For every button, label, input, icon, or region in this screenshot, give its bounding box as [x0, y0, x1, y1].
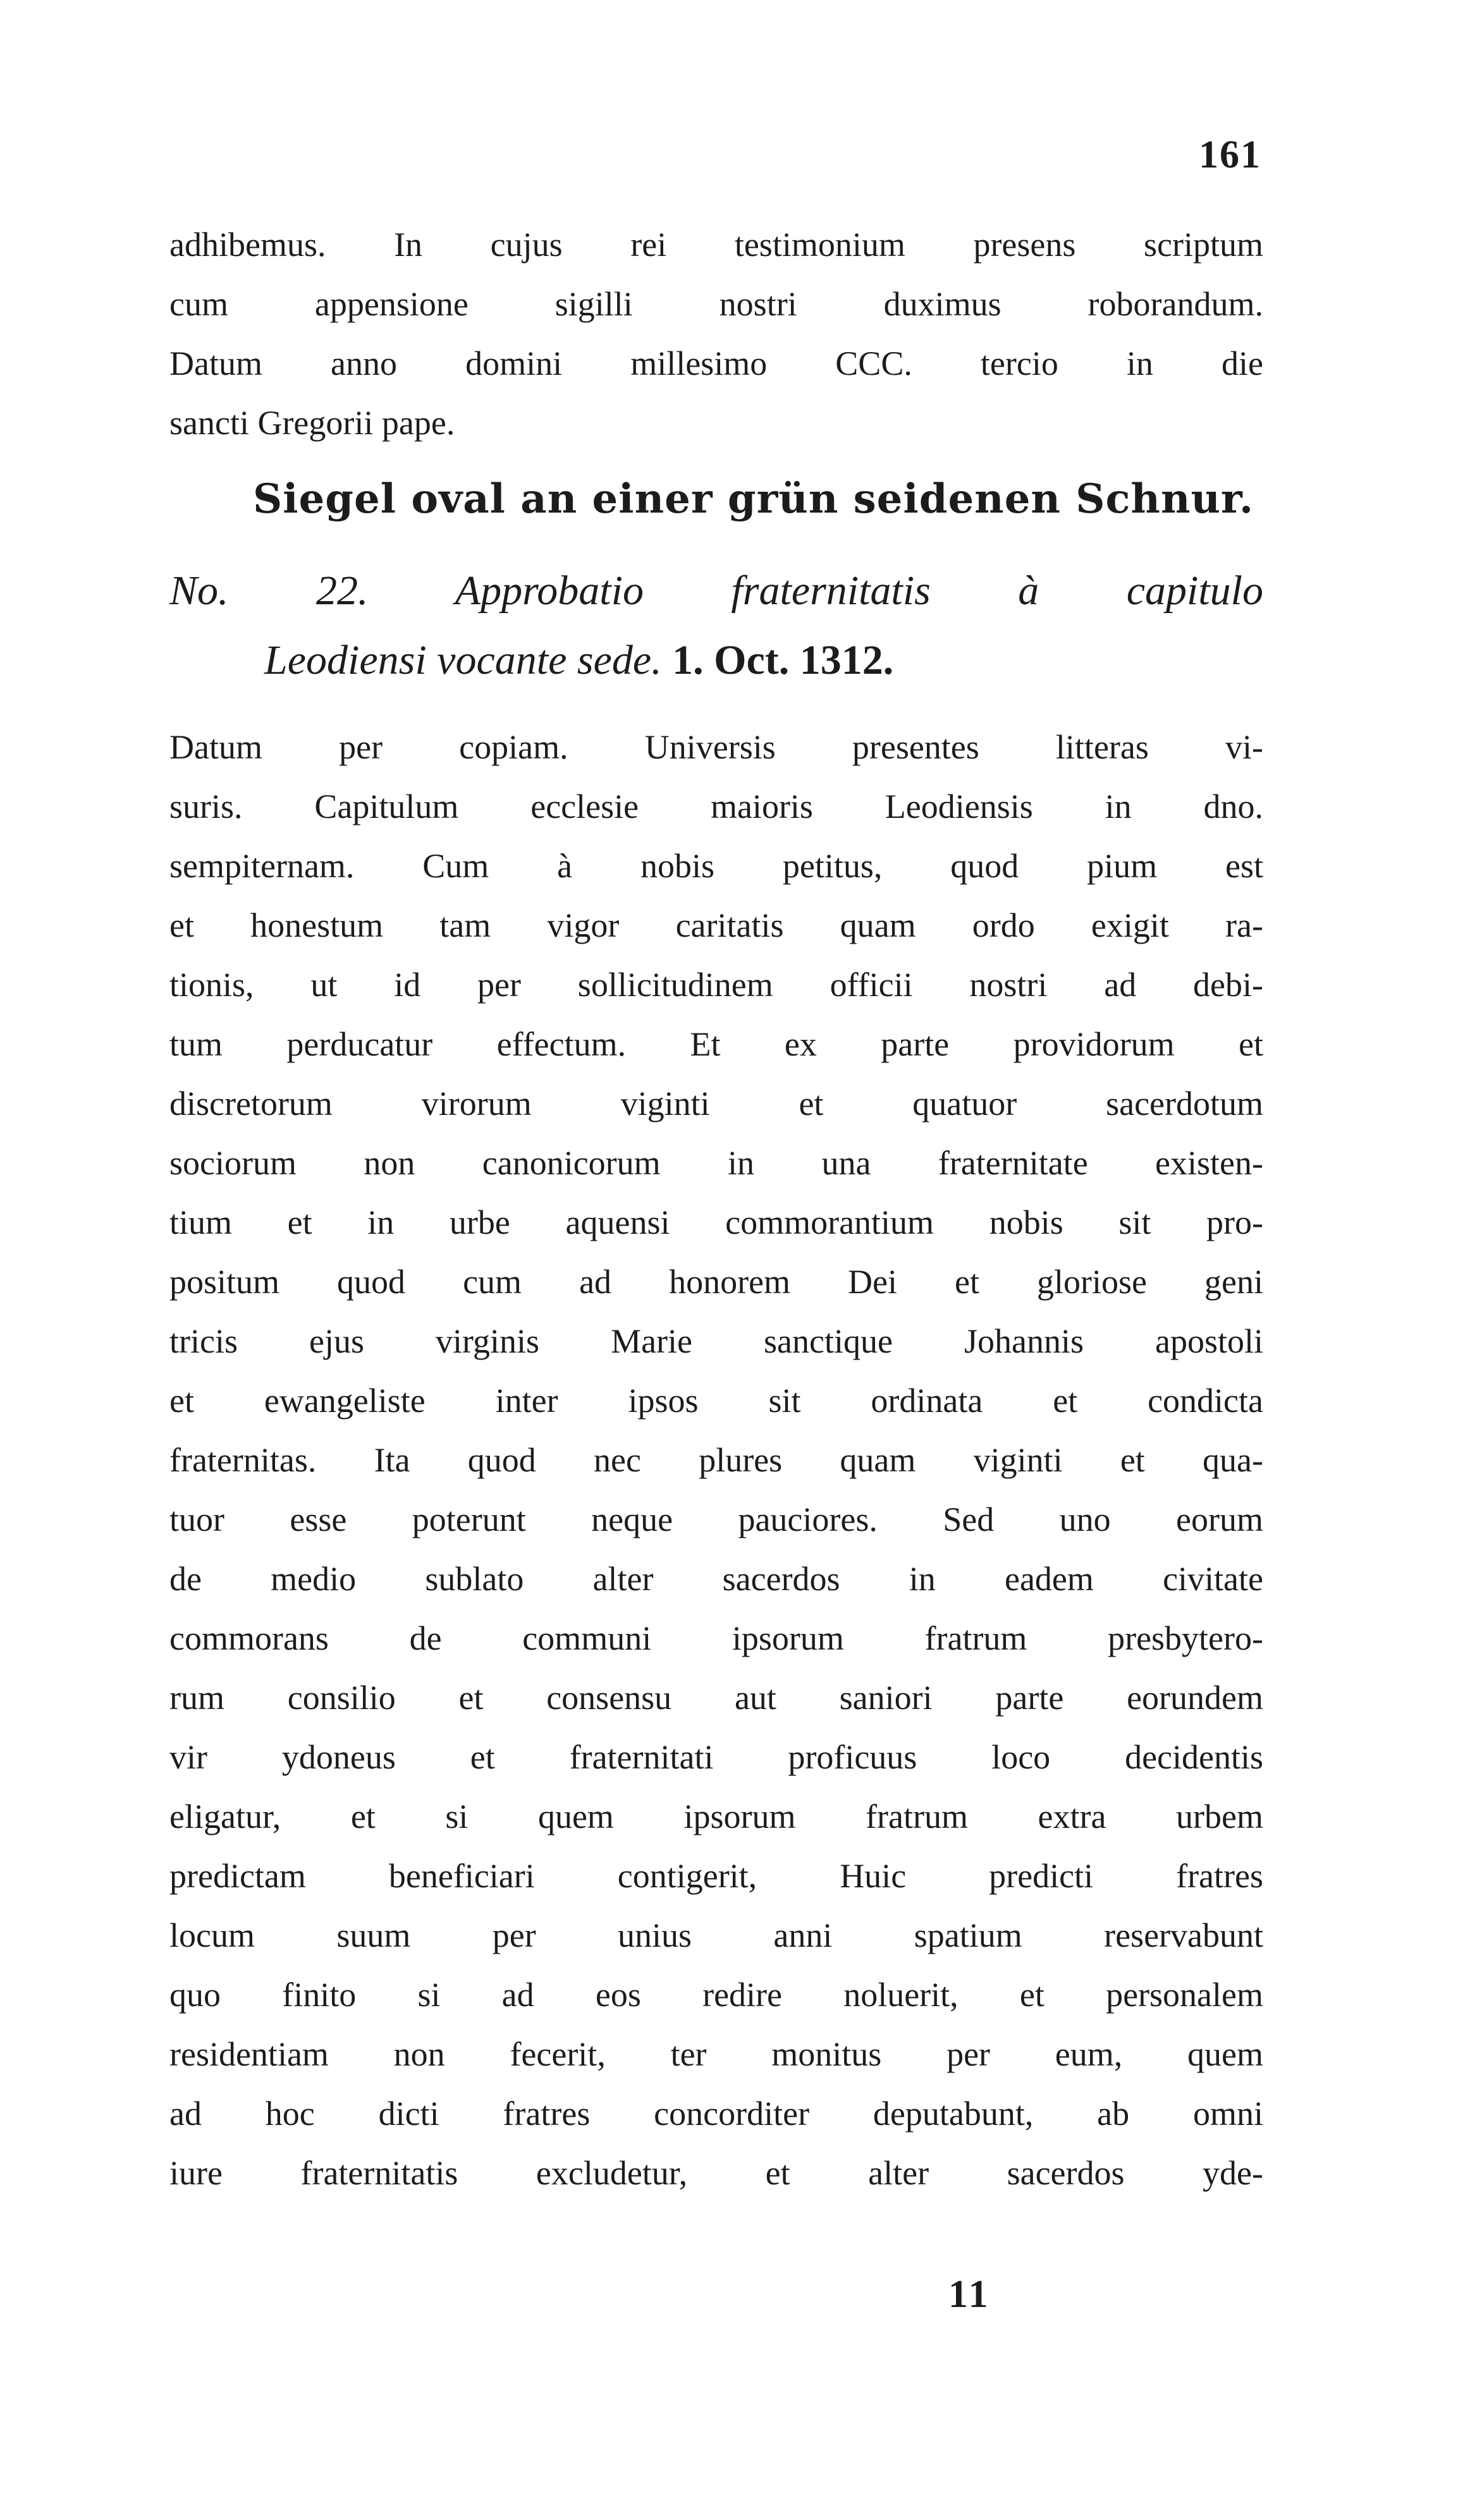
text-line: ad hoc dicti fratres concorditer deputabunt, ab omni	[169, 2095, 1263, 2133]
text-line: rum consilio et consensu aut saniori parte eorundem	[169, 1679, 1263, 1717]
text-line: Datum per copiam. Universis presentes litteras vi-	[169, 728, 1263, 766]
text-line: sociorum non canonicorum in una fraternitate existen-	[169, 1144, 1263, 1182]
text-line: fraternitas. Ita quod nec plures quam viginti et qua-	[169, 1441, 1263, 1479]
text-line: iure fraternitatis excludetur, et alter sacerdos yde-	[169, 2154, 1263, 2192]
signature-mark: 11	[948, 2273, 991, 2316]
text-line: tum perducatur effectum. Et ex parte providorum et	[169, 1025, 1263, 1063]
text-line: quo finito si ad eos redire noluerit, et personalem	[169, 1976, 1263, 2014]
text-line: Datum anno domini millesimo CCC. tercio in die	[169, 344, 1263, 382]
text-line: commorans de communi ipsorum fratrum presbytero-	[169, 1619, 1263, 1657]
text-line: predictam beneficiari contigerit, Huic predicti fratres	[169, 1857, 1263, 1895]
text-line: sancti Gregorii pape.	[169, 404, 455, 442]
text-line: suris. Capitulum ecclesie maioris Leodiensis in dno.	[169, 788, 1263, 825]
text-line: tuor esse poterunt neque pauciores. Sed uno eorum	[169, 1500, 1263, 1538]
document-title-part-2: Leodiensi vocante sede.	[264, 637, 662, 683]
document-date: 1. Oct. 1312.	[672, 637, 894, 683]
text-line: residentiam non fecerit, ter monitus per eum, quem	[169, 2035, 1263, 2073]
text-line: et ewangeliste inter ipsos sit ordinata et condicta	[169, 1382, 1263, 1420]
page-number: 161	[1199, 133, 1261, 176]
document-number: No. 22.	[169, 568, 369, 614]
seal-note: Siegel oval an einer grün seidenen Schnur.	[253, 475, 1254, 523]
document-title-part-1: Approbatio fraternitatis à capitulo	[455, 568, 1263, 614]
heading-line-1	[169, 556, 1263, 626]
text-line: sempiternam. Cum à nobis petitus, quod pium est	[169, 847, 1263, 885]
text-line: positum quod cum ad honorem Dei et gloriose geni	[169, 1263, 1263, 1301]
text-line: eligatur, et si quem ipsorum fratrum extra urbem	[169, 1798, 1263, 1835]
document-heading	[169, 556, 1263, 695]
text-line: de medio sublato alter sacerdos in eadem civitate	[169, 1560, 1263, 1598]
text-line: discretorum virorum viginti et quatuor sacerdotum	[169, 1085, 1263, 1123]
intro-paragraph	[169, 215, 1263, 453]
text-line: locum suum per unius anni spatium reservabunt	[169, 1916, 1263, 1954]
text-line: tionis, ut id per sollicitudinem officii nostri ad debi-	[169, 966, 1263, 1004]
text-line: adhibemus. In cujus rei testimonium presens scriptum	[169, 226, 1263, 264]
text-line: cum appensione sigilli nostri duximus roborandum.	[169, 285, 1263, 323]
heading-line-2	[169, 626, 1263, 695]
text-line: vir ydoneus et fraternitati proficuus loco decidentis	[169, 1738, 1263, 1776]
text-line: tium et in urbe aquensi commorantium nobis sit pro-	[169, 1203, 1263, 1241]
text-line: tricis ejus virginis Marie sanctique Johannis apostoli	[169, 1322, 1263, 1360]
document-body	[169, 717, 1263, 2203]
text-line: et honestum tam vigor caritatis quam ordo exigit ra-	[169, 906, 1263, 944]
